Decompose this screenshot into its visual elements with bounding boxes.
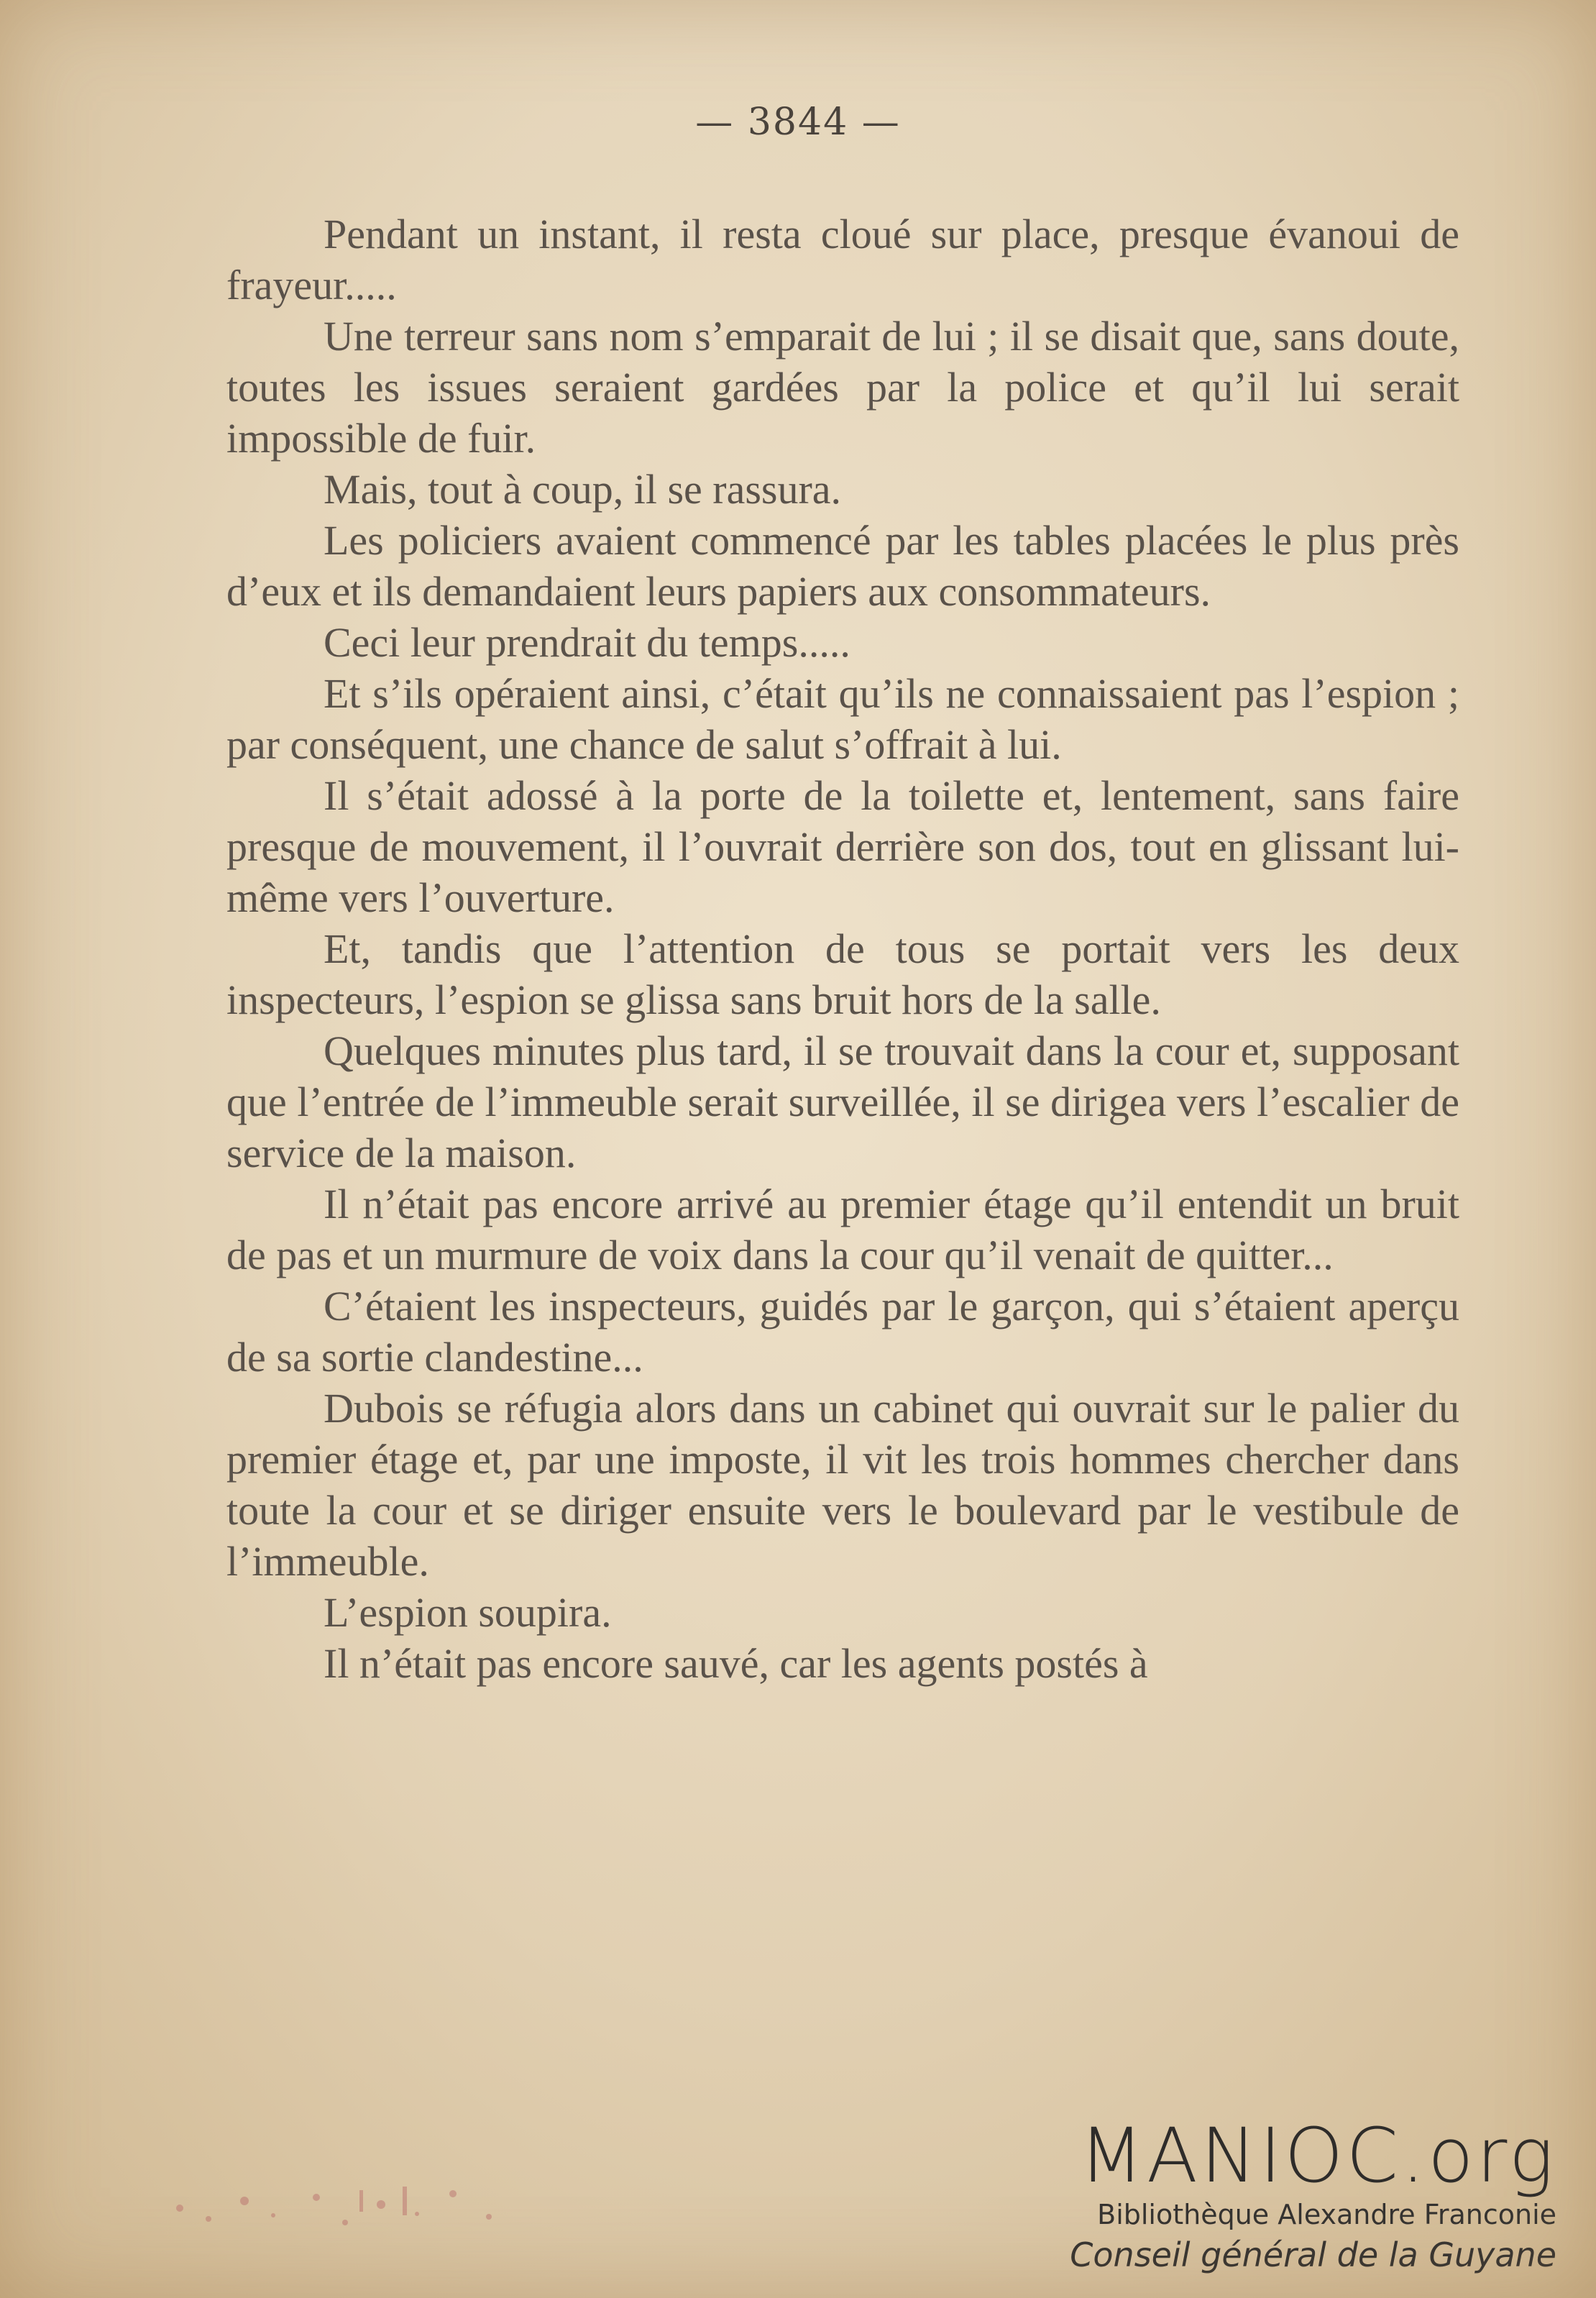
council-name: Conseil général de la Guyane xyxy=(1070,2235,1556,2274)
library-name: Bibliothèque Alexandre Franconie xyxy=(1097,2199,1556,2230)
page-number: — 3844 — xyxy=(695,101,901,144)
paragraph: Il s’était adossé à la porte de la toilette et, lentement, sans faire presque de mouvement, il l’ouvrait derrière son dos, tout en glissant lui-même vers l’ouverture. xyxy=(226,772,1459,921)
paragraph: Dubois se réfugia alors dans un cabinet qui ouvrait sur le palier du premier étage et, par une imposte, il vit les trois hommes chercher dans toute la cour et se diriger ensuite vers le boulevard par le vestibule de l’immeuble. xyxy=(226,1385,1459,1585)
paragraph: C’étaient les inspecteurs, guidés par le garçon, qui s’étaient aperçu de sa sortie clandestine... xyxy=(226,1283,1459,1381)
faded-stamp-mark xyxy=(165,2165,568,2244)
paragraph: Pendant un instant, il resta cloué sur place, presque évanoui de frayeur..... xyxy=(226,211,1459,308)
paragraph: Mais, tout à coup, il se rassura. xyxy=(324,466,842,513)
paragraph: Il n’était pas encore sauvé, car les agents postés à xyxy=(324,1640,1148,1687)
paragraph: L’espion soupira. xyxy=(324,1589,612,1636)
manioc-watermark xyxy=(1068,2112,1556,2276)
manioc-logo: MANIOC.org xyxy=(1079,2112,1556,2199)
paragraph: Quelques minutes plus tard, il se trouvait dans la cour et, supposant que l’entrée de l’immeuble serait surveillée, il se dirigea vers l’escalier de service de la maison. xyxy=(226,1027,1459,1176)
paragraph: Ceci leur prendrait du temps..... xyxy=(324,619,850,666)
paragraph: Et s’ils opéraient ainsi, c’était qu’ils ne connaissaient pas l’espion ; par conséquent, une chance de salut s’offrait à lui. xyxy=(226,670,1459,768)
body-text xyxy=(226,209,1459,1689)
paragraph: Les policiers avaient commencé par les tables placées le plus près d’eux et ils demandaient leurs papiers aux consommateurs. xyxy=(226,517,1459,615)
paragraph: Il n’était pas encore arrivé au premier étage qu’il entendit un bruit de pas et un murmure de voix dans la cour qu’il venait de quitter... xyxy=(226,1181,1459,1278)
paragraph: Une terreur sans nom s’emparait de lui ; il se disait que, sans doute, toutes les issues seraient gardées par la police et qu’il lui serait impossible de fuir. xyxy=(226,313,1459,462)
paragraph: Et, tandis que l’attention de tous se portait vers les deux inspecteurs, l’espion se glissa sans bruit hors de la salle. xyxy=(226,925,1459,1023)
